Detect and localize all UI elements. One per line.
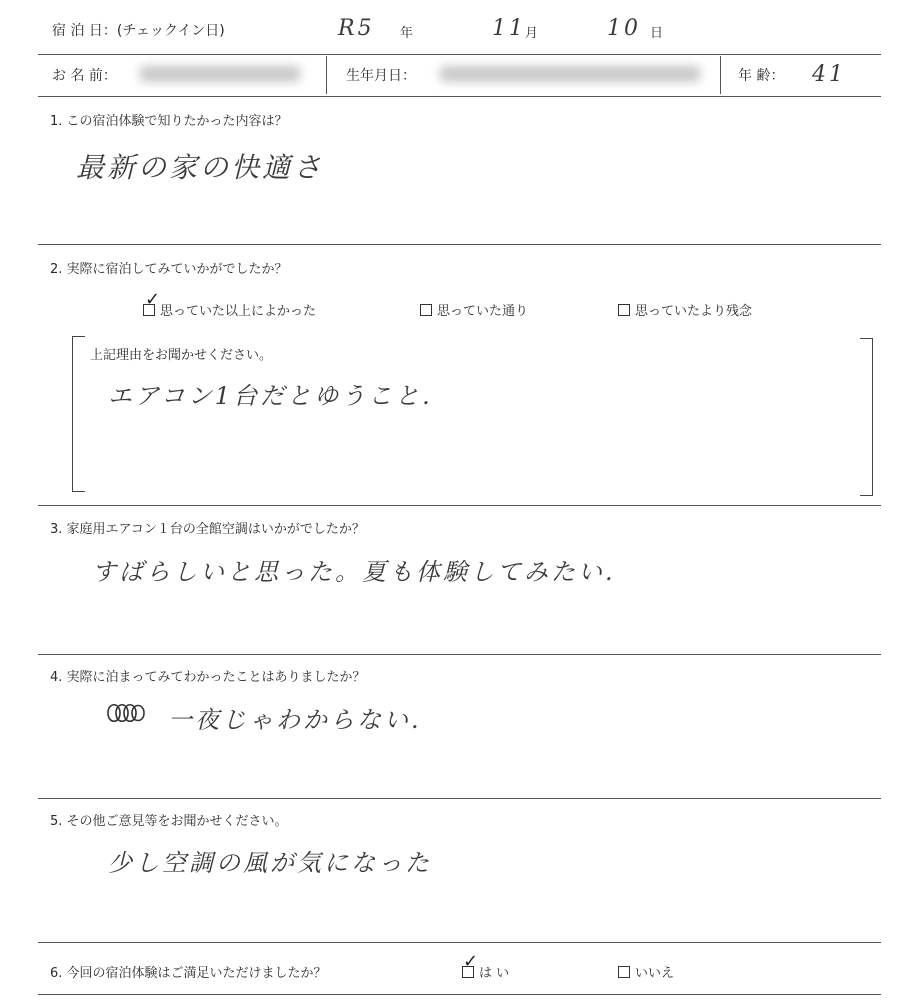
checkbox [618, 304, 630, 316]
q2-reason-label: 上記理由をお聞かせください。 [90, 348, 273, 363]
q2-rule [38, 505, 881, 506]
q2-option-3[interactable] [618, 300, 752, 319]
month-value: 11 [492, 16, 526, 41]
day-value: 10 [607, 16, 641, 41]
option-label: 思っていた通り [437, 304, 529, 319]
option-label: 思っていたより残念 [635, 304, 753, 319]
q2-option-2[interactable] [420, 300, 528, 319]
name-label: お 名 前： [52, 68, 117, 84]
scribble-icon [104, 700, 148, 726]
reason-bracket-left [72, 336, 85, 492]
q4-answer: 一夜じゃわからない. [168, 706, 422, 734]
reason-bracket-right [860, 338, 873, 496]
header-rule-2 [38, 96, 881, 97]
era-year: R5 [338, 16, 375, 41]
q6-option-no[interactable] [618, 962, 674, 981]
q2-option-1[interactable] [143, 300, 316, 319]
q1-rule [38, 244, 881, 245]
age-value: 41 [812, 62, 846, 87]
q6-question: 6. 今回の宿泊体験はご満足いただけましたか？ [50, 966, 327, 981]
q5-rule [38, 942, 881, 943]
q3-question: 3. 家庭用エアコン１台の全館空調はいかがでしたか？ [50, 522, 365, 537]
birthdate-redacted [440, 66, 700, 82]
birth-label: 生年月日： [346, 68, 416, 84]
q1-question: 1. この宿泊体験で知りたかった内容は？ [50, 114, 288, 129]
bottom-rule [38, 994, 881, 995]
q3-answer: すばらしいと思った。夏も体験してみたい. [92, 558, 616, 586]
checkmark-icon: ✓ [463, 951, 479, 972]
name-redacted [140, 66, 300, 82]
checkmark-icon: ✓ [145, 289, 161, 310]
checkbox [618, 966, 630, 978]
q5-answer: 少し空調の風が気になった [108, 849, 432, 877]
q4-rule [38, 798, 881, 799]
date-label: 宿 泊 日：(チェックイン日) [52, 23, 225, 39]
q5-question: 5. その他ご意見等をお聞かせください。 [50, 814, 288, 829]
header-divider-1 [326, 56, 327, 94]
month-unit: 月 [525, 26, 539, 41]
q2-reason-answer: エアコン1台だとゆうこと. [108, 382, 433, 410]
q2-question: 2. 実際に宿泊してみていかがでしたか？ [50, 262, 288, 277]
header-rule-1 [38, 54, 881, 55]
q4-question: 4. 実際に泊まってみてわかったことはありましたか？ [50, 670, 366, 685]
year-unit: 年 [400, 26, 414, 41]
q3-rule [38, 654, 881, 655]
day-unit: 日 [650, 26, 664, 41]
option-label: いいえ [635, 966, 675, 981]
q1-answer: 最新の家の快適さ [76, 151, 325, 184]
option-label: は い [479, 966, 510, 981]
age-label: 年 齢： [738, 68, 785, 84]
header-divider-2 [720, 56, 721, 94]
option-label: 思っていた以上によかった [160, 304, 317, 319]
checkbox [420, 304, 432, 316]
